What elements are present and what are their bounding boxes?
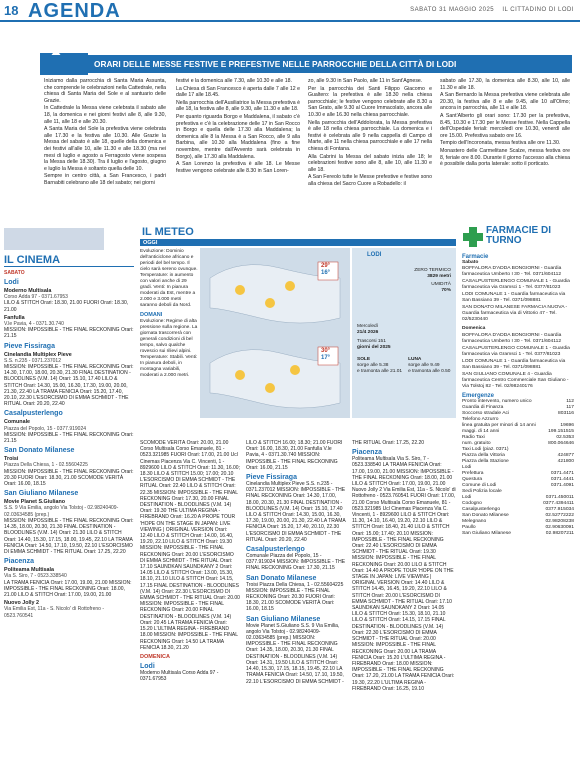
cinema-venue-address: Via S. Siro, 7 - 0523.338540 (4, 573, 67, 580)
emergency-label: Lodi (462, 495, 472, 500)
cinema-city: Lodi (4, 279, 19, 286)
emergency-number: 112 (566, 399, 574, 404)
masses-paragraph: La Chiesa di San Francesco è aperta dalle 7 alle 12 e dalle 17 alle 18.45. (176, 85, 300, 99)
masses-paragraph: A San Bernardo la Messa prefestiva viene celebrata alle 20.30, la festiva alle 8 e alle 9.45, alle 10 all'Olmo; ancora in parrocchia, alle 11 e alle 18. (440, 92, 570, 112)
pharmacy-entry: BOFFALORA D'ADDA BONGIORNI - Guardia farmaceutica Umberto I 30 - Tel. 0371/604112 (462, 266, 562, 277)
cinema-venue-address: S.S. n.235 - 0371.237012 (4, 357, 61, 364)
masses-paragraph: A Sant'Alberto gli orari sono: 17.30 per la prefestiva, 8.45, 10.30 e 17.30 per le Messe festive. Nella Cappella dell'Ospedale feriali: mercoledì ore 10.30, venerdì alle ore 15.00. Prefestiva sabato ore 16. (440, 112, 570, 139)
moon-info (408, 357, 450, 375)
emergency-number: 0371.4091 (550, 483, 574, 488)
emergency-label: Sedi Polizia locale (462, 489, 502, 494)
pharmacy-list (462, 266, 574, 390)
cinema-list (4, 279, 134, 619)
pressure-value: 21/4 2026 (357, 330, 379, 335)
emergency-number: 0377.4394411 (543, 501, 574, 506)
listings-column-1 (140, 440, 240, 758)
listing-city: San Donato Milanese (246, 574, 317, 582)
pharmacy-entry: SAN GIULIANO COMUNALE 4 - Guardia farmaceutica Centro Commerciale San Giuliano - Via Tolstoj 82 - Tel. 02/98240176 (462, 372, 569, 389)
cinema-venue-address: Piazza Della Chiesa, 1 - 02.55604225 (4, 462, 88, 469)
pharmacy-title: FARMACIE DI TURNO (486, 226, 551, 246)
masses-paragraph: A San Lorenzo la prefestiva è alle 18. Le Messe festive vengono celebrate alle 8.30 in San Loren- (176, 161, 300, 174)
cinema-showtimes: MISSION: IMPOSSIBLE - THE FINAL RECKONING Orari: 21.15 (4, 431, 134, 445)
pharmacy-entry: LODI COMUNALE 1 - Guardia farmaceutica via San Bassiano 39 - Tel. 0371/098881 (462, 292, 566, 303)
masses-paragraph: A San Fereolo tutte le Messe prefestive e festive sono alla chiesa del Sacro Cuore a Robadello: il (308, 174, 432, 187)
masses-paragraph: Monastero delle Carmelitane Scalze, messa festiva ore 8, feriale ore 8.00. Durante il giorno l'accesso alla chiesa è possibile dalla porta laterale: sotto il porticato. (440, 147, 570, 168)
masses-column-4 (440, 78, 570, 169)
masses-paragraph: festivi e la domenica alle 7.30, alle 10.30 e alle 18. (176, 78, 292, 84)
cinema-title: IL CINEMA (4, 254, 134, 267)
emergency-number: 803116 (558, 411, 574, 416)
cinema-venue-address: V.le Pavia, 4 - 0371.30.740 (4, 321, 64, 328)
header-date: SABATO 31 MAGGIO 2025 (410, 7, 495, 13)
banner-title: ORARI DELLE MESSE FESTIVE E PREFESTIVE NELLE PARROCCHIE DELLA CITTÀ DI LODI (94, 59, 457, 69)
emergency-label: Soccorso stradale Aci (462, 411, 510, 416)
listing-text: Cinelandia Multiplex Pieve S.S. n.235 - 0371.237012 MISSION: IMPOSSIBLE - THE FINAL RECKONING Orari: 14.30, 17.00, 18.00, 20.30, 21.30 FINAL DESTINATION - BLOODLINES (V.M. 14) Orari: 15.10, 17.40 LILO & STITCH Orari: 14.30, 15.00, 16.30, 17.30, 19.00, 20.00, 21.30, 22.40 LA TRAMA FENICIA Orari: 15.20, 17.40, 20.10, 22.30 L'ESORCISMO DI EMMA SCHMIDT - THE RITUAL Orari: 20.20, 22.40 (246, 481, 346, 543)
cinema-venue-name: Troisi (4, 456, 19, 463)
cinema-day: SABATO (4, 270, 25, 276)
masses-paragraph: sabato alle 17.30, la domenica alle 8.30, alle 10, alle 11.30 e alle 18. (440, 78, 570, 91)
masses-paragraph: zo, alle 9.30 in San Paolo, alle 11 in Sant'Agnese. (308, 78, 423, 84)
pharmacy-entry: LODI COMUNALE 1 - Guardia farmaceutica via San Bassiano 39 - Tel. 0371/098881 (462, 359, 566, 370)
listing-city: Piacenza (352, 449, 382, 457)
masses-paragraph: Alla Cabrini la Messa del sabato inizia alle 18; le celebrazioni festive sono alle 8, alle 10, alle 11.30 e alle 18. (308, 153, 432, 173)
emergency-number: 424877 (557, 453, 574, 458)
cinema-section (4, 228, 134, 758)
emergency-label: Piazza della Stazione (462, 459, 509, 464)
emergency-number: 19696 (560, 423, 574, 428)
meteo-section (140, 226, 456, 440)
listing-text: SCOMODE VERITÀ Orari: 20.00, 21.00 Corso Multisala Corso Emanuele, 81 - 0523.321985 FUORI Orari: 17.00, 21.00 Ucl Cinemas Piacenza Via C. Vincenti, 1 - 8929600 LILO & STITCH Orari: 11.30, 16.00; 18.30 LILO & STITCH 15.00; 17.00; 20.10 L'ESORCISMO DI EMMA SCHMIDT - THE RITUAL Orari: 22.40 LILO & STITCH Orari: 22.35 MISSION: IMPOSSIBLE - THE FINAL RECKONING Orari: 17.30, 20.00 FINAL DESTINATION - BLOODLINES (V.M. 14) Orari: 19.30 THE ULTIMA REGINA - FIREBRAND Orari: 16.20 A PROPE TOUR 'HOPE ON THE STAGE IN JAPAN: LIVE VIEWING | ORIGINAL VERSION Orari: 12.40 LILO & STITCH Orari: 14.00, 16.40, 19.20, 22.10 LILO & STITCH Orari: 19.30 MISSION: IMPOSSIBLE - THE FINAL RECKONING Orari: 20.00 L'ESORCISMO DI EMMA SCHMIDT - THE RITUAL Orari: 17.10 SAUNDKAN SAUNDKANY 2 Orari: 14.05 LILO & STITCH Orari: 13.00, 15.30, 18.10, 21.10 LILO & STITCH Orari: 14.15, 17.15 FINAL DESTINATION - BLOODLINES (V.M. 14) Orari: 22.30 L'ESORCISMO DI EMMA SCHMIDT - THE RITUAL Orari: 20.00 MISSION: IMPOSSIBLE - THE FINAL RECKONING Orari: 20.00 FINAL DESTINATION - BLOODLINES (V.M. 14) Orari: 20.45 LA TRAMA FENICIA Orari: 15.20 L'ULTIMA REGINA - FIREBRAND 18.00 MISSION: IMPOSSIBLE - THE FINAL RECKONING Orari: 14.50 LA TRAMA FENICIA 18.30, 21.20 (140, 440, 240, 651)
masses-paragraph: Iniziamo dalla parrocchia di Santa Maria Assunta, che comprende le celebrazioni nella Cattedrale, nella chiesa di Santa Maria del Sole e al santuario delle Grazie. (44, 78, 166, 104)
sun-set: e tramonta alle 21.01 (357, 369, 403, 374)
cinema-showtimes: LILO & STITCH Orari: 18.30, 21.00 FUORI Orari: 18.30, 21.00 (4, 300, 129, 313)
sun-label: SOLE (357, 357, 371, 362)
cinema-city: San Giuliano Milanese (4, 490, 79, 498)
sun-icon (290, 365, 300, 375)
moon-label: LUNA (408, 357, 422, 362)
listing-text: THE RITUAL Orari: 17.25, 22.20 (352, 440, 425, 446)
emergency-number: 0371.450011 (545, 495, 574, 500)
emergency-number: 0371.4441 (550, 477, 574, 482)
emergency-title: Emergenze (462, 393, 495, 399)
emergency-label: linea gratuita per minori di 14 anni (462, 423, 536, 428)
zero-value: 3829 metri (427, 274, 451, 279)
temp-today-max: 29° (321, 263, 331, 269)
cinema-venue-name: Fanfulla (4, 314, 25, 321)
emergency-number: 117 (566, 405, 574, 410)
emergency-label: Questura (462, 477, 483, 482)
listing-city: Pieve Fissiraga (246, 474, 297, 482)
emergency-label: num. gratuito (462, 441, 491, 446)
emergency-label: Comune di Lodi (462, 483, 497, 488)
meteo-today-bar: OGGI (140, 239, 456, 246)
emergency-number: 421800 (557, 459, 574, 464)
header-paper: IL CITTADINO DI LODI (502, 7, 574, 13)
masses-banner (46, 55, 572, 73)
masses-paragraph: Nella parrocchia dell'Addolorata, la Messa prefestiva è alle 18 nella chiesa parrocchiale. La domenica e i festivi è celebrata alle 9 nella cappella di Campo di Marte, alle 11 nella chiesa parrocchiale e alle 17 nella chiesa di Fontana. (308, 119, 432, 152)
emergency-label: Telefono Azzurro (462, 417, 499, 422)
pharmacy-entry: CASALPUSTERLENGO COMUNALE 1 - Guardia farmaceutica via Gramsci 1 - Tel. 0377/81023 (462, 279, 570, 290)
cinema-venue-name: Comunale (4, 419, 31, 426)
sun-moon-row (357, 357, 451, 375)
section-title: AGENDA (28, 0, 121, 22)
emergency-number: 0377.915034 (545, 507, 574, 512)
moon-set: e tramonta alle 0.50 (408, 369, 451, 374)
sun-icon (265, 298, 275, 308)
listings-column-2 (246, 440, 346, 758)
pharmacy-entry: SAN DONATO MILANESE FARMACIA NUOVA - Guardia farmaceutica via di Vittorio 47 - Tel. 02/5230440 (462, 305, 568, 322)
cinema-showtimes: MISSION: IMPOSSIBLE - THE FINAL RECKONING Orari: 20.30 FUORI Orari: 18.30, 21.00 SCOMODE VERITÀ Orari: 16.00, 18.15 (4, 468, 134, 488)
listing-city: Casalpusterlengo (246, 546, 305, 554)
cinema-city: Piacenza (4, 558, 34, 566)
meteo-title: IL METEO (142, 226, 194, 238)
emergency-number: 02.5353 (556, 435, 574, 440)
emergency-number: 199.151515 (548, 429, 574, 434)
cinema-venue-address: Corso Adda 97 - 0371.67953 (4, 294, 68, 301)
listing-city: Lodi (140, 662, 155, 670)
meteo-tomorrow-text: Evoluzione: Regime di alta pressione sulla regione. La giornata trascorrerà con generali condizioni di bel tempo, salvo qualche rovescio sui rilievi alpini. Temperature: Stabili. Venti: In pianura deboli, in montagna variabili, moderati a 2.000 metri. (140, 319, 198, 378)
cinema-showtimes: LA TRAMA FENICIA Orari: 17.00, 19.00, 21.00 MISSION: IMPOSSIBLE - THE FINAL RECKONING Orari: 18.00, 21.00 LILO & STITCH Orari: 17.00, 19.00, 21.00 (4, 579, 132, 598)
emergency-number: 800.064646 (548, 441, 574, 446)
sun-icon (265, 383, 275, 393)
pharmacy-entry: CASALPUSTERLENGO COMUNALE 1 - Guardia farmaceutica via Gramsci 1 - Tel. 0377/81023 (462, 346, 570, 357)
film-strip-illustration (4, 228, 104, 250)
temp-tomorrow-max: 30° (321, 348, 331, 354)
pharmacy-entry: Domenica (462, 326, 486, 331)
cinema-showtimes: MISSION: IMPOSSIBLE - THE FINAL RECKONING Orari: 21.15 (4, 327, 134, 340)
masses-paragraph: Nella parrocchia dell'Ausiliatrice la Messa prefestiva è alle 18, la festiva alle 8, alle 9.30, alle 11.30 e alle 18. (176, 99, 300, 113)
cinema-city: Pieve Fissiraga (4, 342, 55, 350)
meteo-today-text: Evoluzione: Dominio dell'anticiclone africano e periodi del bel tempo. Il cielo sarà sereno ovunque. Temperature: in aumento con valori anche di 29 gradi. Venti: In pianura moderati da Est, mentre a 2.000 e 3.000 metri saranno deboli da Nord. (140, 249, 198, 308)
emergency-label: Guardia di Finanza (462, 405, 504, 410)
masses-column-2 (176, 78, 300, 175)
emergency-label: Casalpusterlengo (462, 507, 501, 512)
listing-text: Comunale Piazza del Popolo, 15 - 0377.919024 MISSION: IMPOSSIBLE - THE FINAL RECKONING Orari: 17.30, 21.15 (246, 553, 346, 572)
cinema-venue-address: Via Emilia Est, 11a - S. Nicolo' di Rottofreno - 0523.760541 (4, 606, 104, 619)
masses-paragraph: A Santa Maria del Sole la prefestiva viene celebrata alle 17.30 e la festiva alle 10.30. Alle Grazie la Messa del sabato è alle 18, quelle della domenica e dei festivi all'alle 10, alle 11.30 e alle 18.30 (ma nei mesi di luglio e agosto a Ferragosto viene sospesa la Messa delle 18.30). Tra il luglio e l'agosto, giugno e luglio la Messa è soltanto quella delle 10. (44, 126, 166, 172)
sun-icon (235, 285, 245, 295)
emergency-label: Radio Taxi (462, 435, 485, 440)
cinema-city: San Donato Milanese (4, 447, 75, 455)
cinema-venue-address: Piazza del Popolo, 15 - 0377.919024 (4, 425, 87, 432)
emergency-list (462, 399, 574, 537)
listing-city: San Giuliano Milanese (246, 615, 321, 623)
pharmacy-subtitle: Farmacie (462, 254, 489, 260)
pharmacy-day: Sabato (462, 260, 479, 265)
page-header (0, 0, 580, 22)
meteo-tomorrow-label: DOMANI (140, 312, 163, 318)
pressure-label: Mercoledì (357, 324, 379, 329)
emergency-label: maggi. di 14 anni (462, 429, 500, 434)
masses-paragraph: Tempio dell'Incoronata, messa festiva alle ore 11.30. (440, 140, 561, 147)
emergency-label: Paullo (462, 525, 476, 530)
cinema-venue-name: Politeama Multisala (4, 567, 55, 574)
cinema-showtimes: MISSION: IMPOSSIBLE - THE FINAL RECKONING Orari: 14.30, 17.00, 18.00, 20.30, 21.30 FINAL DESTINATION - BLOODLINES (V.M. 14) Orari: 15.10, 17.40 LILO & STITCH Orari: 14.30, 15.00, 16.30, 17.30, 19.00, 20.00, 21.30, 22.40 LA TRAMA FENICIA Orari: 15.20, 17.40, 20.10, 22.30 L'ESORCISMO DI EMMA SCHMIDT - THE RITUAL Orari: 20.20, 22.40 (4, 364, 134, 408)
days-value: giorni del 2025 (357, 345, 391, 350)
emergency-number: 0371.4471 (550, 471, 574, 476)
days-label: Trascorsi 151 (357, 339, 386, 344)
masses-paragraph: In Cattedrale la Messa viene celebrata il sabato alle 18, la domenica e nei giorni festivi alle 8, alle 9.30, alle 11, alle 18 e alle 20.30. (44, 105, 166, 125)
meteo-text (140, 249, 198, 379)
emergency-label: San Donato Milanese (462, 513, 509, 518)
cinema-venue-address: S.S. 9 Via Emilia, angolo Via Tolstoj - 02.98240409-02.03634585 (prep.) (4, 505, 119, 518)
emergency-number: 02.90630091 (545, 525, 574, 530)
cinema-showtimes: MISSION: IMPOSSIBLE - THE FINAL RECKONING Orari: 14.35, 18.00, 20.30, 21.30 FINAL DESTINATION - BLOODLINES (V.M. 14) Orari: 21.30 LILO & STITCH Orari: 14.40, 15.30, 17.15, 18.00, 19.45, 22.10 LA TRAMA FENICIA Orari: 14.50, 17.10, 19.50, 22.10 L'ESORCISMO DI EMMA SCHMIDT - THE RITUAL Orari: 17.25, 22.20 (4, 517, 134, 555)
emergency-label: Taxi Lodi (piaz. 0371) (462, 447, 509, 452)
pharmacy-entry: BOFFALORA D'ADDA BONGIORNI - Guardia farmaceutica Umberto I 30 - Tel. 0371/604112 (462, 333, 562, 344)
listing-text: LILO & STITCH 16.00; 18.30; 21.00 FUORI Orari: 16.00, 18.30, 21.00 Fanfulla V.le Pavia, 4 - 0371.30.740 MISSION: IMPOSSIBLE - THE FINAL RECKONING Orari: 16.00, 21.15 (246, 440, 343, 471)
listings-column-3 (352, 440, 456, 758)
zero-label: ZERO TERMICO (414, 268, 451, 273)
emergency-label: Codogno (462, 501, 482, 506)
temp-tomorrow-min: 17° (321, 355, 331, 361)
humidity-label: UMIDITÀ (431, 282, 451, 287)
header-info (404, 7, 574, 13)
cinema-venue-name: Nuovo Jolly 2 (4, 600, 40, 607)
listing-text: Politeama Multisala Via S. Siro, 7 - 0523.338540 LA TRAMA FENICIA Orari: 17.00, 19.00, 21.00 MISSION: IMPOSSIBLE - THE FINAL RECKONING Orari: 18.00, 21.00 LILO & STITCH Orari: 17.00, 19.00, 21.00 Nuovo Jolly 2 Via Emilia Est, 11a - S. Nicolo' di Rottofreno - 0523.760541 FUORI Orari: 17.00, 21.00 Corso Multisala Corso Emanuele, 81 - 0523.321985 Ucl Cinemas Piacenza Via C. Vincenti, 1 - 8929600 LILO & STITCH Orari: 11.30, 14.10, 16.40, 19.20, 22.10 LILO & STITCH Orari: 18.40, 21.40 LILO & STITCH Orari: 15.00; 17.40; 20.10 MISSION: IMPOSSIBLE - THE FINAL RECKONING Orari: 22.40 L'ESORCISMO DI EMMA SCHMIDT - THE RITUAL Orari: 19.30 MISSION: IMPOSSIBLE - THE FINAL RECKONING Orari: 20.00 LILO & STITCH Orari: 14.40 A PROPE TOUR 'HOPE ON THE STAGE IN JAPAN: LIVE VIEWING | ORIGINAL VERSION Orari: 14.40 LILO & STITCH 14.45, 16.45, 19.20, 22.10 LILO & STITCH Orari: 20.00 L'ESORCISMO DI EMMA SCHMIDT - THE RITUAL Orari: 17.10 SAUNDKAN SAUNDKANY 2 Orari: 14.05 LILO & STITCH Orari: 15.30, 18.10, 21.10 LILO & STITCH Orari: 14.15, 17.15 FINAL DESTINATION - BLOODLINES (V.M. 14) Orari: 22.30 L'ESORCISMO DI EMMA SCHMIDT - THE RITUAL Orari: 20.00 MISSION: IMPOSSIBLE - THE FINAL RECKONING Orari: 20.00 LA TRAMA FENICIA Orari: 15.20 L'ULTIMA REGINA - FIREBRAND Orari: 18.00 MISSION: IMPOSSIBLE - THE FINAL RECKONING Orari: 17.20, 21.00 LA TRAMA FENICIA Orari: 19.30, 22.20 L'ULTIMA REGINA - FIREBRAND Orari: 16.25, 19.10 (352, 456, 456, 692)
page-number: 18 (4, 3, 19, 18)
emergency-label: Piazza della Vittoria (462, 453, 505, 458)
masses-paragraph: Per la parrocchia dei Santi Filippo Giacomo e Gualtero: la prefestiva è alle 18.30 nella chiesa parrocchiale; le festive vengono celebrate alle 8.30 a San Grato, alle 9.30 al Cuore Immacolato, ancora alle 10.30 e alle 16.30 nella chiesa parrocchiale. (308, 85, 432, 118)
cinema-venue-name: Cinelandia Multiplex Pieve (4, 351, 72, 358)
sun-icon (235, 370, 245, 380)
masses-column-1 (44, 78, 166, 188)
masses-paragraph: Sempre in centro città, a San Francesco, i padri Barnabiti celebrano alle 18 del sabato; nei giorni (44, 173, 166, 186)
emergency-number: 02.98207211 (545, 531, 574, 536)
masses-paragraph: Per quanto riguarda Borgo e Maddalena, il sabato c'è prefestiva e c'è la celebrazione delle 17 in San Rocco in Borgo e quella delle 17.30 alla Maddalena; la domenica alle 8 la Messa è a San Rocco, alle 9 alla Barbina, alle 10.30 alla Maddalena (fino a fine novembre, mentre dall'Avvento sarà celebrata in Borgo), alle 17.30 alla Maddalena. (176, 113, 300, 160)
cinema-venue-name: Movie Planet S.Giuliano (4, 499, 66, 506)
weather-map (200, 248, 350, 418)
sun-icon (285, 281, 295, 291)
cinema-city: Casalpusterlengo (4, 410, 63, 418)
emergency-number: 02.52772222 (545, 513, 574, 518)
listing-day: DOMENICA (140, 653, 170, 660)
emergency-label: Pronto intervento, numero unico (462, 399, 532, 404)
listing-text: Troisi Piazza Della Chiesa, 1 - 02.55604225 MISSION: IMPOSSIBLE - THE FINAL RECKONING Orari: 20.30 FUORI Orari: 18.30, 21.00 SCOMODE VERITÀ Orari: 16.00, 18.15 (246, 581, 344, 613)
masses-column-3 (308, 78, 432, 189)
emergency-row (462, 531, 574, 537)
emergency-label: Melegnano (462, 519, 487, 524)
emergency-label: Lodi (462, 465, 472, 470)
sun-rise: sorge alle 5.38 (357, 363, 389, 368)
moon-rise: sorge alle 9.49 (408, 363, 440, 368)
cinema-venue-name: Moderno Multisala (4, 288, 52, 294)
temp-today-min: 16° (321, 270, 331, 276)
sun-info (357, 357, 402, 375)
humidity-value: 70% (441, 288, 451, 293)
emergency-label: Prefettura (462, 471, 484, 476)
emergency-label: San Giuliano Milanese (462, 531, 511, 536)
meteo-city: LODI (367, 252, 382, 258)
listing-text: Movie Planet S.Giuliano S.S. 9 Via Emilia, angolo Via Tolstoj - 02.98240409-02.03634585 (prep.) MISSION: IMPOSSIBLE - THE FINAL RECKONING Orari: 14.35, 18.00, 20.30, 21.30 FINAL DESTINATION - BLOODLINES (V.M. 14) Orari: 14.31, 19.50 LILO & STITCH Orari: 14.40, 15.30, 17.15, 18.15, 19.45, 22.10 LA TRAMA FENICIA Orari: 14.50, 17.10, 19.50, 22.10 L'ESORCISMO DI EMMA SCHMIDT - (246, 622, 344, 685)
pharmacy-section (462, 226, 574, 762)
pharmacy-cross-icon (462, 226, 484, 248)
meteo-details (352, 248, 456, 418)
listing-text: Moderno Multisala Corso Adda 97 - 0371.67953 (140, 669, 219, 683)
emergency-number: 02.98208238 (545, 519, 574, 524)
